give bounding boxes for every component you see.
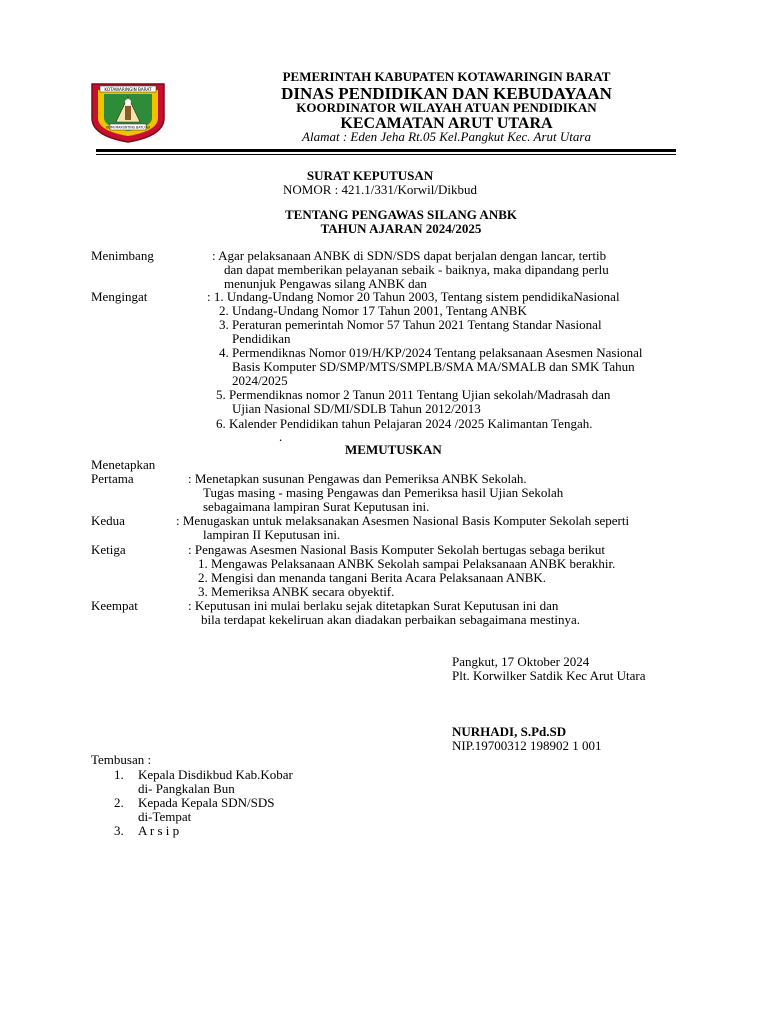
keempat-line-2: bila terdapat kekeliruan akan diadakan perbaikan sebagaimana mestinya. [201, 612, 580, 627]
kedua-label: Kedua [91, 513, 125, 528]
menimbang-line-1: : Agar pelaksanaan ANBK di SDN/SDS dapat berjalan dengan lancar, tertib [212, 248, 607, 263]
tembusan-label: Tembusan : [91, 752, 152, 767]
pertama-line-3: sebagaimana lampiran Surat Keputusan ini. [203, 499, 430, 514]
pertama-label: Pertama [91, 471, 134, 486]
keempat-line-1: : Keputusan ini mulai berlaku sejak ditetapkan Surat Keputusan ini dan [188, 598, 559, 613]
header-coordinator: KOORDINATOR WILAYAH ATUAN PENDIDIKAN [296, 100, 597, 115]
menimbang-label: Menimbang [91, 248, 154, 263]
ketiga-line-1: : Pengawas Asesmen Nasional Basis Komputer Sekolah bertugas sebaga berikut [188, 542, 605, 557]
header-address: Alamat : Eden Jeha Rt.05 Kel.Pangkut Kec. Arut Utara [302, 129, 591, 144]
signature-name: NURHADI, S.Pd.SD [452, 724, 567, 739]
header-rule-thick [96, 149, 676, 152]
pertama-line-2: Tugas masing - masing Pengawas dan Pemeriksa hasil Ujian Sekolah [203, 485, 564, 500]
doc-subject-1: TENTANG PENGAWAS SILANG ANBK [284, 207, 517, 222]
logo-banner-bottom: BUMI MARUNTING BATU AJI [106, 125, 150, 130]
tembusan-item-sub: di- Pangkalan Bun [138, 781, 235, 796]
mengingat-line-10: 6. Kalender Pendidikan tahun Pelajaran 2024 /2025 Kalimantan Tengah. [216, 416, 593, 431]
signature-nip: NIP.19700312 198902 1 001 [452, 738, 602, 753]
decision-heading: MEMUTUSKAN [345, 442, 442, 457]
mengingat-line-8: 5. Permendiknas nomor 2 Tanun 2011 Tentang Ujian sekolah/Madrasah dan [216, 387, 611, 402]
mengingat-label: Mengingat [91, 289, 148, 304]
doc-type: SURAT KEPUTUSAN [306, 168, 434, 183]
mengingat-line-1: : 1. Undang-Undang Nomor 20 Tahun 2003, Tentang sistem pendidikaNasional [207, 289, 620, 304]
pertama-line-1: : Menetapkan susunan Pengawas dan Pemeriksa ANBK Sekolah. [188, 471, 527, 486]
tembusan-item-number: 3. [114, 823, 124, 838]
tembusan-item-text: Kepala Disdikbud Kab.Kobar [138, 767, 293, 782]
doc-number: NOMOR : 421.1/331/Korwil/Dikbud [283, 182, 477, 197]
mengingat-line-3: 3. Peraturan pemerintah Nomor 57 Tahun 2021 Tentang Standar Nasional [219, 317, 602, 332]
header-agency: DINAS PENDIDIKAN DAN KEBUDAYAAN [281, 84, 612, 103]
tembusan-item-sub: di-Tempat [138, 809, 192, 824]
mengingat-line-6: Basis Komputer SD/SMP/MTS/SMPLB/SMA MA/SMALB dan SMK Tahun [232, 359, 635, 374]
menetapkan-label: Menetapkan [91, 457, 156, 472]
doc-subject-2: TAHUN AJARAN 2024/2025 [320, 221, 482, 236]
ketiga-line-2: 1. Mengawas Pelaksanaan ANBK Sekolah sampai Pelaksanaan ANBK berakhir. [198, 556, 616, 571]
header-rule-thin [96, 154, 676, 155]
signature-place-date: Pangkut, 17 Oktober 2024 [452, 654, 590, 669]
tembusan-item-number: 2. [114, 795, 124, 810]
tembusan-item-text: Kepada Kepala SDN/SDS [138, 795, 275, 810]
menimbang-line-2: dan dapat memberikan pelayanan sebaik - baiknya, maka dipandang perlu [224, 262, 609, 277]
mengingat-line-4: Pendidikan [232, 331, 291, 346]
mengingat-dot: . [279, 429, 283, 444]
logo-banner-top: KOTAWARINGIN BARAT [104, 86, 152, 92]
ketiga-label: Ketiga [91, 542, 126, 557]
header-government: PEMERINTAH KABUPATEN KOTAWARINGIN BARAT [282, 69, 611, 84]
ketiga-line-3: 2. Mengisi dan menanda tangani Berita Acara Pelaksanaan ANBK. [198, 570, 547, 585]
keempat-label: Keempat [91, 598, 138, 613]
kedua-line-1: : Menugaskan untuk melaksanakan Asesmen Nasional Basis Komputer Sekolah seperti [176, 513, 630, 528]
mengingat-line-7: 2024/2025 [232, 373, 288, 388]
menimbang-line-3: menunjuk Pengawas silang ANBK dan [224, 276, 427, 291]
mengingat-line-9: Ujian Nasional SD/MI/SDLB Tahun 2012/2013 [232, 401, 481, 416]
mengingat-line-2: 2. Undang-Undang Nomor 17 Tahun 2001, Tentang ANBK [219, 303, 527, 318]
tembusan-item-text: A r s i p [138, 823, 180, 838]
mengingat-line-5: 4. Permendiknas Nomor 019/H/KP/2024 Tentang pelaksanaan Asesmen Nasional [219, 345, 643, 360]
ketiga-line-4: 3. Memeriksa ANBK secara obyektif. [198, 584, 395, 599]
tembusan-item-number: 1. [114, 767, 124, 782]
kedua-line-2: lampiran II Keputusan ini. [203, 527, 341, 542]
signature-position: Plt. Korwilker Satdik Kec Arut Utara [452, 668, 646, 683]
header-district: KECAMATAN ARUT UTARA [340, 115, 553, 132]
